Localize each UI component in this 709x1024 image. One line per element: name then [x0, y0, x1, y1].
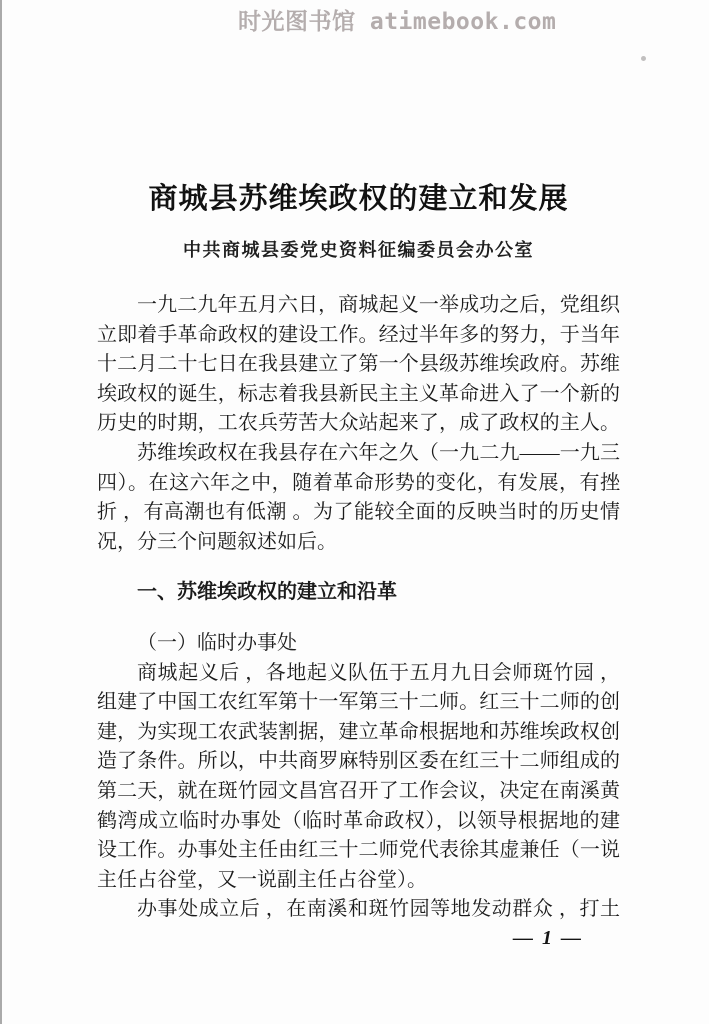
- body-line: 鹤湾成立临时办事处（临时革命政权），以领导根据地的建: [97, 809, 620, 832]
- body-line: 埃政权的诞生，标志着我县新民主主义革命进入了一个新的: [97, 382, 620, 405]
- body-line: 建，为实现工农武装割据，建立革命根据地和苏维埃政权创: [97, 720, 620, 743]
- page-number: — 1 —: [513, 927, 583, 949]
- body-line: 苏维埃政权在我县存在六年之久（一九二九——一九三: [137, 441, 620, 464]
- body-line: 十二月二十七日在我县建立了第一个县级苏维埃政府。苏维: [97, 353, 620, 376]
- page-title: 商城县苏维埃政权的建立和发展: [148, 183, 569, 215]
- byline: 中共商城县委党史资料征编委员会办公室: [183, 240, 534, 260]
- body-line: 设工作。办事处主任由红三十二师党代表徐其虚兼任（一说: [97, 839, 620, 862]
- subsection-heading: （一）临时办事处: [137, 631, 297, 654]
- body-line: 历史的时期，工农兵劳苦大众站起来了，成了政权的主人。: [97, 412, 620, 435]
- body-line: 况，分三个问题叙述如后。: [97, 530, 337, 553]
- library-watermark: 时光图书馆 atimebook.com: [238, 9, 557, 35]
- body-line: 四）。在这六年之中，随着革命形势的变化，有发展，有挫: [97, 471, 620, 494]
- body-text: [97, 291, 620, 925]
- scan-artifact-dot: [641, 56, 646, 61]
- body-line: 造了条件。所以，中共商罗麻特别区委在红三十二师组成的: [97, 750, 620, 773]
- body-line: 办事处成立后 ，在南溪和斑竹园等地发动群众 ，打土: [137, 898, 620, 921]
- body-line: 第二天，就在斑竹园文昌宫召开了工作会议，决定在南溪黄: [97, 779, 620, 802]
- body-line: 立即着手革命政权的建设工作。经过半年多的努力，于当年: [97, 323, 620, 346]
- body-line: 一九二九年五月六日，商城起义一举成功之后，党组织: [137, 294, 620, 316]
- body-line: 折 ，有高潮也有低潮 。为了能较全面的反映当时的历史情: [97, 501, 620, 524]
- body-line: 商城起义后 ，各地起义队伍于五月九日会师斑竹园 ，: [137, 661, 620, 684]
- body-line: 主任占谷堂，又一说副主任占谷堂）。: [97, 868, 427, 891]
- body-line: 组建了中国工农红军第十一军第三十二师。红三十二师的创: [97, 691, 620, 714]
- scan-edge-line: [0, 0, 2, 1024]
- section-heading: 一、苏维埃政权的建立和沿革: [137, 581, 397, 604]
